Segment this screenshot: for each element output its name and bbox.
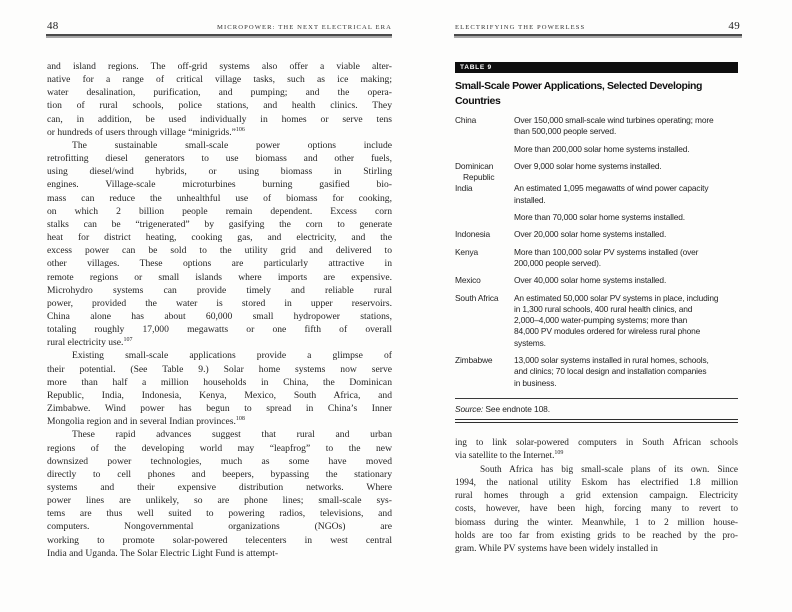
description-entry <box>514 161 738 172</box>
text-line: other villages. These options are particularly attractive in <box>47 258 392 270</box>
text-line: India and Uganda. The Solar Electric Light Fund is attempt- <box>47 547 279 559</box>
text-line: power, provided the water is stored in upper reservoirs. <box>47 297 392 309</box>
right-page-number: 49 <box>728 20 740 32</box>
paragraph <box>455 464 738 557</box>
description-line: More than 70,000 solar home systems installed. <box>514 212 685 223</box>
description-cell <box>514 247 738 276</box>
table-tag-label: TABLE 9 <box>460 64 492 72</box>
table-title <box>455 79 738 108</box>
text-line: power lines are unlikely, so are phone lines; small-scale sys- <box>47 495 392 507</box>
table-tag-bar <box>455 62 738 73</box>
text-line: totaling roughly 17,000 megawatts or one fifth of overall <box>47 324 392 336</box>
text-line: biomass during the winter. Meanwhile, 1 to 2 million house- <box>455 517 738 528</box>
endnote-reference: 108 <box>235 416 245 423</box>
description-line: 84,000 PV modules ordered for wireless rural phone <box>514 326 701 337</box>
description-entry <box>514 229 738 240</box>
description-cell <box>514 183 738 229</box>
text-line: Mongolia region and in several Indian provinces.$^{108}$ <box>47 416 245 428</box>
description-line: Over 9,000 solar home systems installed. <box>514 160 662 171</box>
left-header-rule <box>46 34 392 38</box>
description-line: and clinics; 70 local design and installation companies <box>514 366 707 377</box>
text-line: retrofitting diesel generators to use biomass and other fuels, <box>47 153 392 165</box>
text-line: working to promote solar-powered telecenters in west central <box>47 534 392 546</box>
table-row <box>455 183 738 229</box>
description-cell <box>514 293 738 355</box>
left-page-header <box>47 20 392 33</box>
text-line: rural homes through a grid extension campaign. Electricity <box>455 491 738 502</box>
text-line: gram. While PV systems have been widely installed in <box>455 544 658 555</box>
table-bottom-double-rule <box>455 419 738 423</box>
source-text: See endnote 108. <box>483 404 550 415</box>
description-entry <box>514 247 738 270</box>
description-line: Over 40,000 solar home systems installed. <box>514 275 667 286</box>
text-line: using diesel/wind hybrids, or using biomass in Stirling <box>47 166 392 178</box>
paragraph <box>455 437 738 464</box>
text-line: can, in addition, be used individually in homes or serve tens <box>47 113 392 125</box>
rule-gray-line <box>454 36 742 38</box>
text-line: Republic, India, Indonesia, Kenya, Mexico, South Africa, and <box>47 389 392 401</box>
description-entry <box>514 293 738 349</box>
text-line: on which 2 billion people remain dependent. Excess corn <box>47 205 392 217</box>
country-name-line: Kenya <box>455 246 478 257</box>
country-name-line: Mexico <box>455 275 481 286</box>
text-line: or hundreds of users through village “minigrids.”$^{106}$ <box>47 126 245 138</box>
text-line: and island regions. The off-grid systems also offer a viable alter- <box>47 61 392 72</box>
text-line: downsized power technologies, much as some have moved <box>47 455 392 467</box>
description-line: Over 20,000 solar home systems installed. <box>514 229 667 240</box>
country-name-line: Indonesia <box>455 229 490 240</box>
text-line: computers. Nongovernmental organizations (NGOs) are <box>47 521 392 533</box>
text-line: native for a range of critical village tasks, such as ice making; <box>47 74 392 86</box>
text-line: water desalination, purification, and pumping; and the opera- <box>47 87 392 99</box>
text-line: South Africa has big small-scale plans of its own. Since <box>480 464 738 475</box>
country-name-line: India <box>455 183 473 194</box>
description-line: than 500,000 people served. <box>514 126 617 137</box>
description-line: in business. <box>514 377 557 388</box>
table-row <box>455 115 738 161</box>
paragraph <box>47 428 392 560</box>
table-9 <box>455 62 738 423</box>
text-line: tems are thus well suited to powering radios, televisions, and <box>47 508 392 520</box>
table-title-line-2: Countries <box>455 94 501 107</box>
text-line: heat for district heating, cooking gas, and electricity, and the <box>47 232 392 244</box>
country-cell <box>455 183 514 229</box>
description-entry <box>514 275 738 286</box>
text-line: tion of rural schools, police stations, and health clinics. They <box>47 100 392 112</box>
text-line: directly to cell phones and beepers, bypassing the stationary <box>47 468 392 480</box>
description-line: An estimated 1,095 megawatts of wind power capacity <box>514 183 709 194</box>
country-cell <box>455 293 514 355</box>
country-name-line: South Africa <box>455 292 499 303</box>
text-line: excess power can be sold to the utility grid and delivered to <box>47 245 392 257</box>
text-line: systems and their expensive distribution networks. Where <box>47 482 392 493</box>
left-page-number: 48 <box>47 20 59 32</box>
description-line: systems. <box>514 337 546 348</box>
text-line: ing to link solar-powered computers in South African schools <box>455 438 738 448</box>
text-line: their potential. (See Table 9.) Solar home systems now serve <box>47 363 392 375</box>
description-line: Over 150,000 small-scale wind turbines operating; more <box>514 115 714 125</box>
text-line: holds are too far from existing grids to be reached by the pro- <box>455 531 738 542</box>
description-line: An estimated 50,000 solar PV systems in place, including <box>514 292 719 303</box>
text-line: Microhydro systems can provide timely and reliable rural <box>47 284 392 296</box>
text-line: The sustainable small-scale power options include <box>72 139 392 151</box>
text-line: more than half a million households in China, the Dominican <box>47 376 392 388</box>
table-rows <box>455 115 738 395</box>
table-row <box>455 293 738 355</box>
text-line: mass can reduce the unhealthful use of biomass for cooking, <box>47 192 392 204</box>
text-line: stalks can be “trigenerated” by gasifying the corn to generate <box>47 218 392 230</box>
description-cell <box>514 275 738 292</box>
country-name-line: Dominican <box>455 160 494 171</box>
description-line: More than 200,000 solar home systems installed. <box>514 143 690 154</box>
table-source-note <box>455 404 738 414</box>
country-cell <box>455 161 514 184</box>
description-line: 200,000 people served). <box>514 257 601 268</box>
country-cell <box>455 355 514 395</box>
description-line: More than 100,000 solar PV systems installed (over <box>514 246 699 257</box>
text-line: via satellite to the Internet.$^{109}$ <box>455 450 564 462</box>
rule-gray-line <box>46 36 392 38</box>
text-line: rural electricity use.$^{107}$ <box>47 337 133 349</box>
text-line: costs, however, have been high, forcing many to revert to <box>455 504 738 515</box>
right-body-text <box>455 437 738 557</box>
endnote-reference: 106 <box>235 126 245 133</box>
paragraph <box>47 60 392 139</box>
table-row <box>455 275 738 292</box>
country-cell <box>455 247 514 276</box>
right-page-header <box>455 20 740 33</box>
description-line: 13,000 solar systems installed in rural homes, schools, <box>514 355 709 366</box>
text-line: Zimbabwe. Wind power has begun to spread in China’s Inner <box>47 403 392 415</box>
description-line: 2,000–4,000 water-pumping systems; more than <box>514 315 688 326</box>
country-name-line: Zimbabwe <box>455 355 493 366</box>
text-line: engines. Village-scale microturbines burning gasified bio- <box>47 179 392 191</box>
text-line: China alone has about 60,000 small hydropower stations, <box>47 310 392 322</box>
description-entry <box>514 115 738 138</box>
description-entry <box>514 355 738 389</box>
table-row <box>455 229 738 246</box>
description-entry <box>514 212 738 223</box>
paragraph <box>47 139 392 350</box>
table-title-line-1: Small-Scale Power Applications, Selected Developing <box>455 80 703 92</box>
text-line: These rapid advances suggest that rural and urban <box>72 429 392 441</box>
text-line: Existing small-scale applications provide a glimpse of <box>72 350 392 362</box>
left-running-head: MICROPOWER: THE NEXT ELECTRICAL ERA <box>216 24 392 31</box>
description-cell <box>514 115 738 161</box>
source-top-rule <box>455 398 738 399</box>
text-line: remote regions or small islands where imports are expensive. <box>47 271 392 283</box>
right-running-head: ELECTRIFYING THE POWERLESS <box>455 24 586 31</box>
endnote-reference: 109 <box>554 450 564 457</box>
country-cell <box>455 229 514 246</box>
source-label: Source: <box>455 404 484 415</box>
description-line: in 1,300 rural schools, 400 rural health clinics, and <box>514 303 693 314</box>
description-cell <box>514 355 738 395</box>
description-cell <box>514 229 738 246</box>
paragraph <box>47 349 392 428</box>
description-entry <box>514 183 738 206</box>
description-cell <box>514 161 738 184</box>
country-name-line: China <box>455 115 477 125</box>
table-row <box>455 355 738 395</box>
country-cell <box>455 115 514 161</box>
text-line: 1994, the national utility Eskom has electrified 1.8 million <box>455 477 738 488</box>
table-row <box>455 161 738 184</box>
country-name-line: Republic <box>463 172 495 183</box>
text-line: regions of the developing world may “leapfrog” to the new <box>47 442 392 454</box>
endnote-reference: 107 <box>123 337 133 344</box>
country-cell <box>455 275 514 292</box>
description-line: installed. <box>514 194 546 205</box>
right-header-rule <box>454 34 742 38</box>
left-body-text <box>47 60 392 560</box>
table-row <box>455 247 738 276</box>
description-entry <box>514 144 738 155</box>
